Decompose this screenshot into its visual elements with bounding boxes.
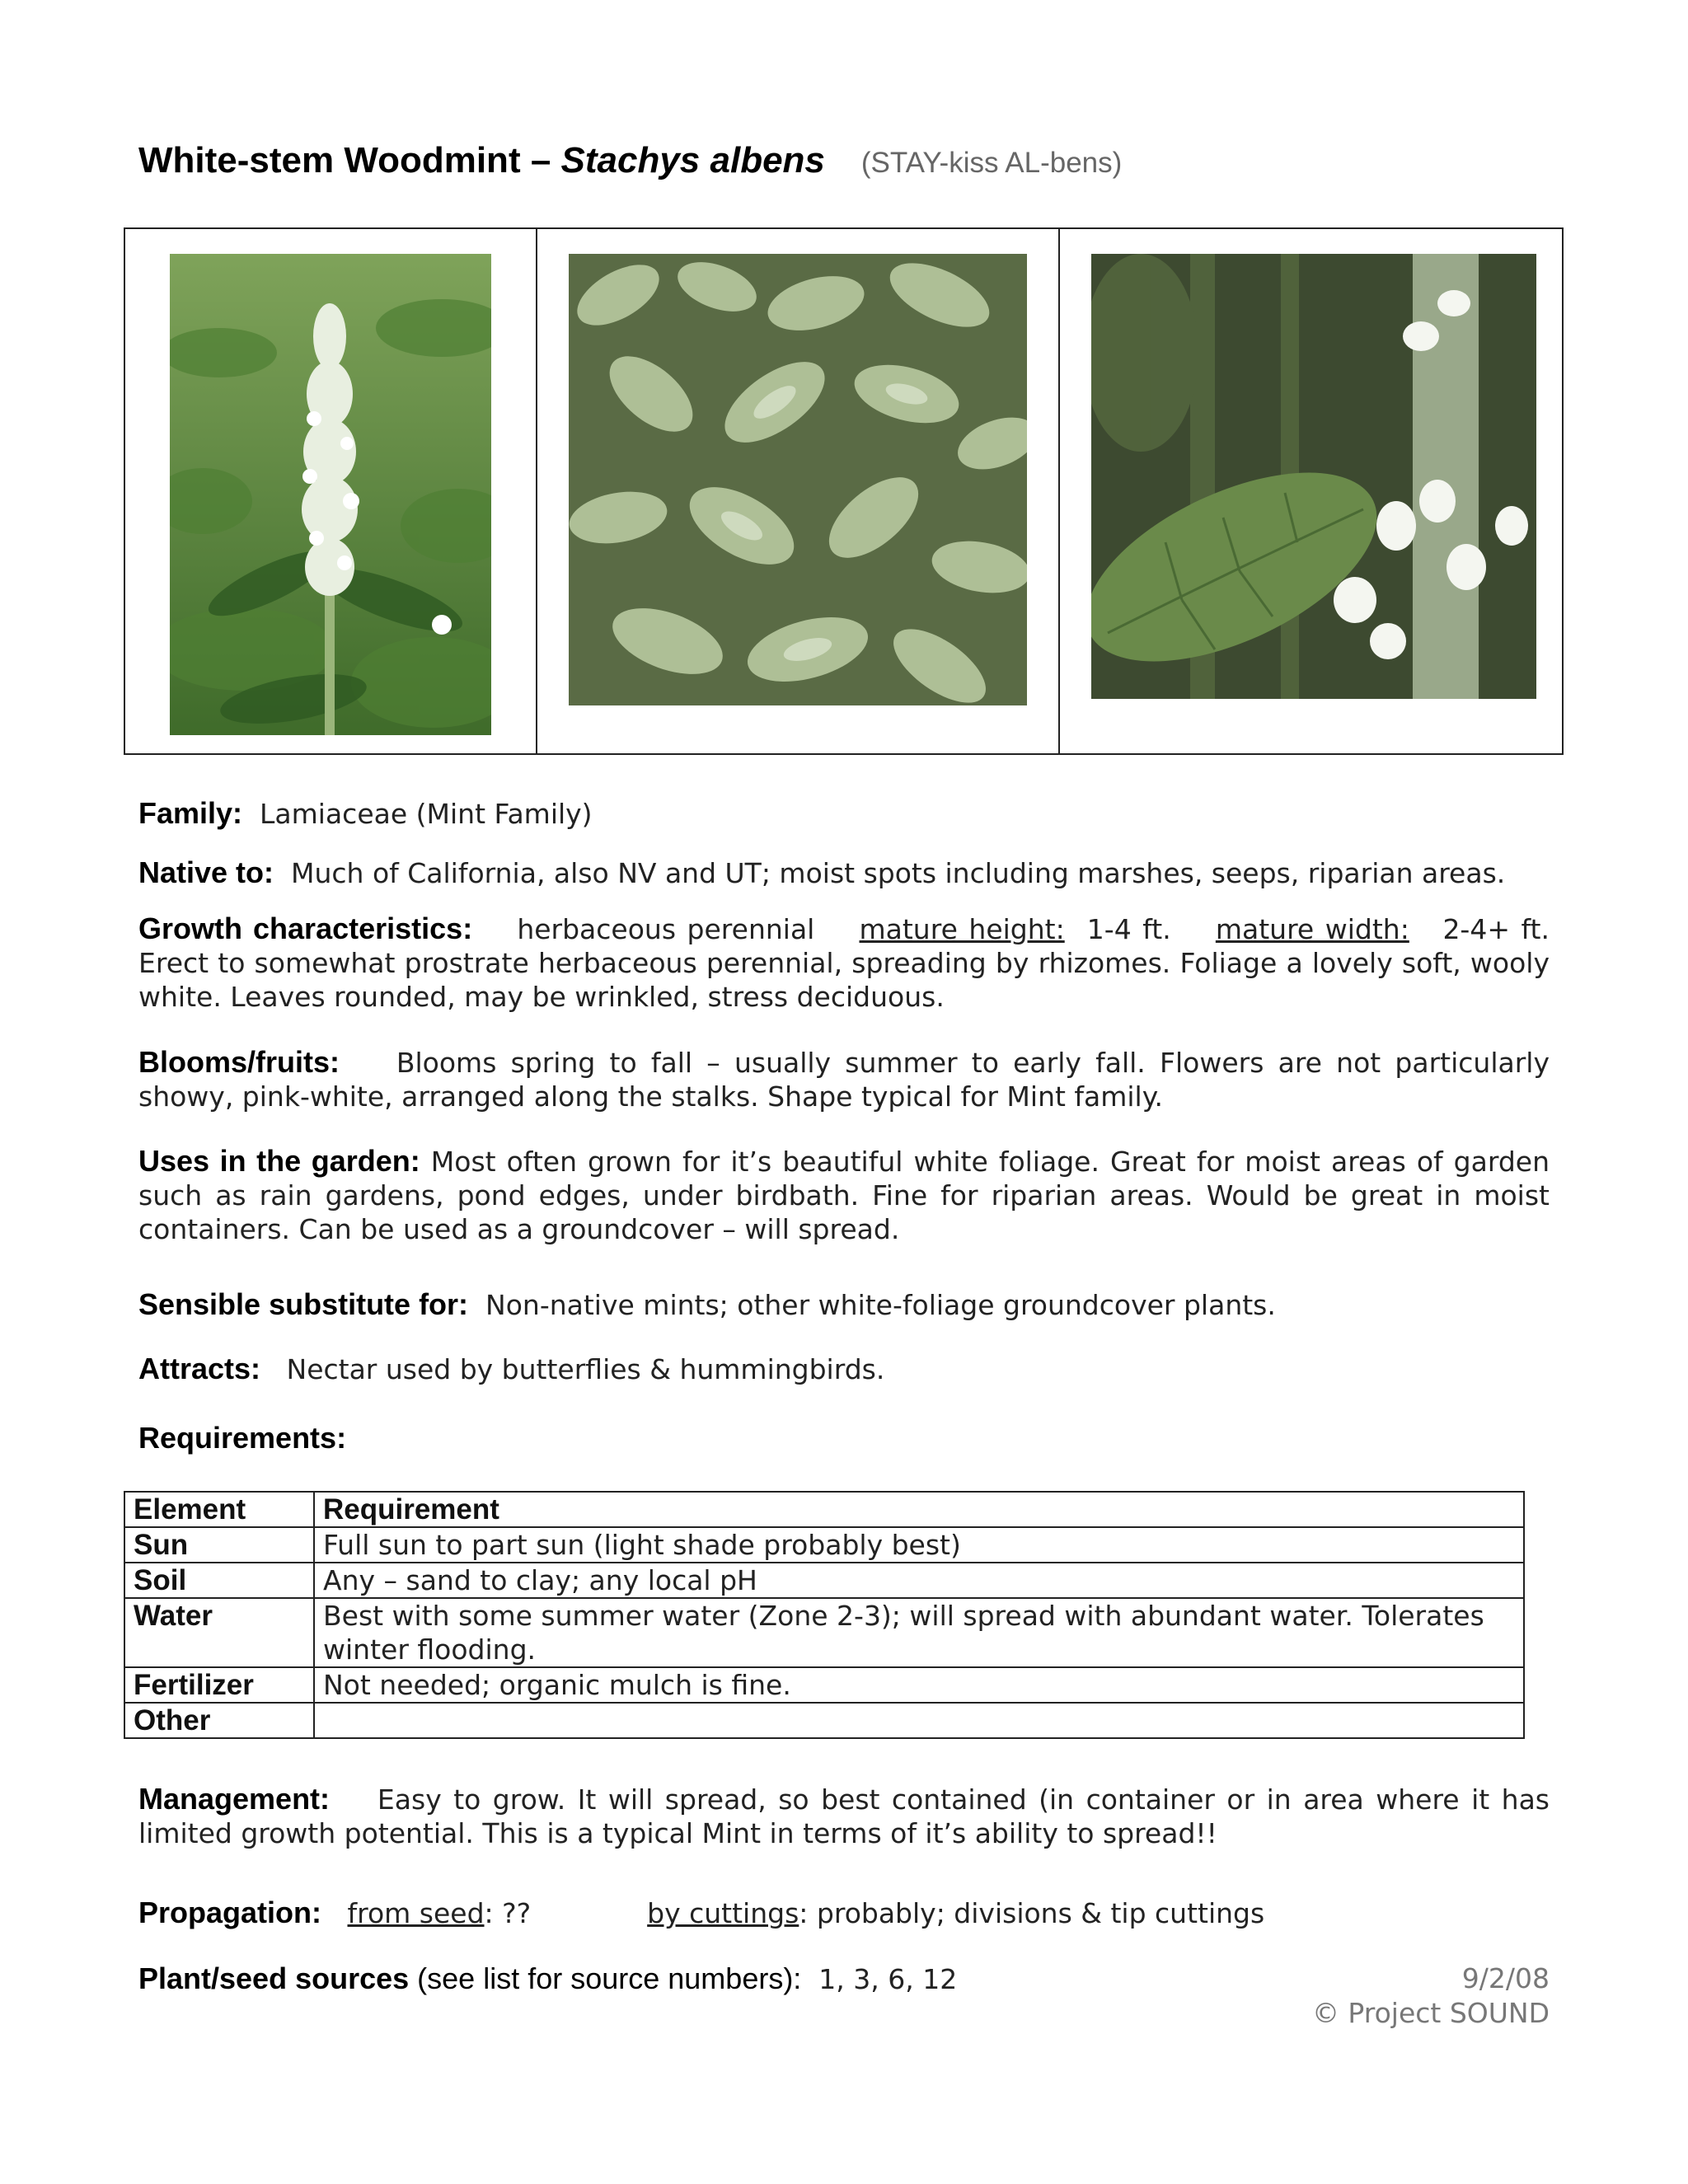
attracts-label: Attracts: — [138, 1352, 261, 1385]
attracts-section — [138, 1352, 1550, 1386]
propagation-section — [138, 1896, 1550, 1930]
family-value: Lamiaceae (Mint Family) — [260, 798, 593, 830]
table-row — [124, 1667, 1524, 1703]
table-header-requirement: Requirement — [314, 1492, 1524, 1527]
footer-date: 9/2/08 — [1461, 1962, 1550, 1994]
flower-closeup-photo — [1091, 254, 1536, 699]
blooms-label: Blooms/fruits: — [138, 1045, 340, 1079]
growth-description: Erect to somewhat prostrate herbaceous perennial, spreading by rhizomes. Foliage a lovely soft, wooly white. Leaves rounded, may be wrinkled, stress deciduous. — [138, 947, 1550, 1013]
row-element: Other — [124, 1703, 314, 1738]
photo-cell-3 — [1058, 229, 1562, 753]
table-row — [124, 1703, 1524, 1738]
requirements-table — [124, 1491, 1525, 1739]
photo-strip — [124, 227, 1564, 755]
row-requirement: Any – sand to clay; any local pH — [314, 1563, 1524, 1598]
sources-value: 1, 3, 6, 12 — [818, 1963, 958, 1995]
substitute-label: Sensible substitute for: — [138, 1287, 469, 1321]
photo-cell-1 — [125, 229, 536, 753]
native-label: Native to: — [138, 855, 274, 889]
sources-label: Plant/seed sources — [138, 1961, 410, 1995]
photo-cell-2 — [536, 229, 1058, 753]
row-element: Fertilizer — [124, 1667, 314, 1703]
cuttings-label: by cuttings — [647, 1897, 799, 1929]
table-header-row — [124, 1492, 1524, 1527]
table-row — [124, 1527, 1524, 1563]
table-header-element: Element — [124, 1492, 314, 1527]
uses-section — [138, 1144, 1550, 1246]
row-element: Soil — [124, 1563, 314, 1598]
growth-habit: herbaceous perennial — [517, 913, 815, 945]
width-value: 2-4+ ft. — [1442, 913, 1550, 945]
fact-sheet — [134, 140, 1550, 2029]
family-label: Family: — [138, 796, 243, 830]
blooms-value: Blooms spring to fall – usually summer to early fall. Flowers are not particularly showy, pink-white, arranged along the stalks. Shape typical for Mint family. — [138, 1047, 1550, 1113]
width-label: mature width: — [1215, 913, 1409, 945]
uses-value: Most often grown for it’s beautiful white foliage. Great for moist areas of garden such as rain gardens, pond edges, under birdbath. Fine for riparian areas. Would be great in moist containers. Can be used as a groundcover – will spread. — [138, 1146, 1550, 1245]
foliage-photo — [569, 254, 1027, 705]
flower-spike-photo — [170, 254, 491, 735]
common-name: White-stem Woodmint — [138, 140, 521, 180]
pronunciation: (STAY-kiss AL-bens) — [860, 147, 1123, 179]
management-label: Management: — [138, 1782, 331, 1816]
height-label: mature height: — [859, 913, 1065, 945]
requirements-label: Requirements: — [138, 1421, 347, 1455]
row-requirement: Not needed; organic mulch is fine. — [314, 1667, 1524, 1703]
sources-note: (see list for source numbers): — [409, 1961, 802, 1995]
sources-section — [138, 1961, 1550, 1996]
cuttings-value: : probably; divisions & tip cuttings — [799, 1897, 1265, 1929]
growth-label: Growth characteristics: — [138, 912, 473, 945]
row-element: Water — [124, 1598, 314, 1667]
native-value: Much of California, also NV and UT; moist spots including marshes, seeps, riparian areas. — [291, 857, 1506, 889]
seed-value: : ?? — [484, 1897, 532, 1929]
row-requirement: Full sun to part sun (light shade probably best) — [314, 1527, 1524, 1563]
table-row — [124, 1563, 1524, 1598]
blooms-section — [138, 1045, 1550, 1113]
footer-copyright: © Project SOUND — [1311, 1997, 1550, 2029]
row-requirement: Best with some summer water (Zone 2-3); will spread with abundant water. Tolerates winter flooding. — [314, 1598, 1524, 1667]
page-title — [138, 140, 1550, 181]
substitute-value: Non-native mints; other white-foliage groundcover plants. — [485, 1289, 1276, 1321]
title-dash: – — [520, 140, 561, 180]
row-requirement — [314, 1703, 1524, 1738]
growth-section — [138, 912, 1550, 1014]
height-value: 1-4 ft. — [1086, 913, 1171, 945]
substitute-section — [138, 1287, 1550, 1322]
propagation-label: Propagation: — [138, 1896, 321, 1929]
management-section — [138, 1782, 1550, 1850]
uses-label: Uses in the garden: — [138, 1144, 420, 1178]
scientific-name: Stachys albens — [560, 140, 825, 180]
seed-label: from seed — [347, 1897, 485, 1929]
management-value: Easy to grow. It will spread, so best contained (in container or in area where it has limited growth potential. This is a typical Mint in terms of it’s ability to spread!! — [138, 1783, 1550, 1849]
native-section — [138, 855, 1550, 890]
table-row — [124, 1598, 1524, 1667]
attracts-value: Nectar used by butterflies & hummingbirds. — [286, 1353, 885, 1385]
family-section — [138, 796, 1550, 831]
requirements-heading — [138, 1421, 1550, 1455]
row-element: Sun — [124, 1527, 314, 1563]
